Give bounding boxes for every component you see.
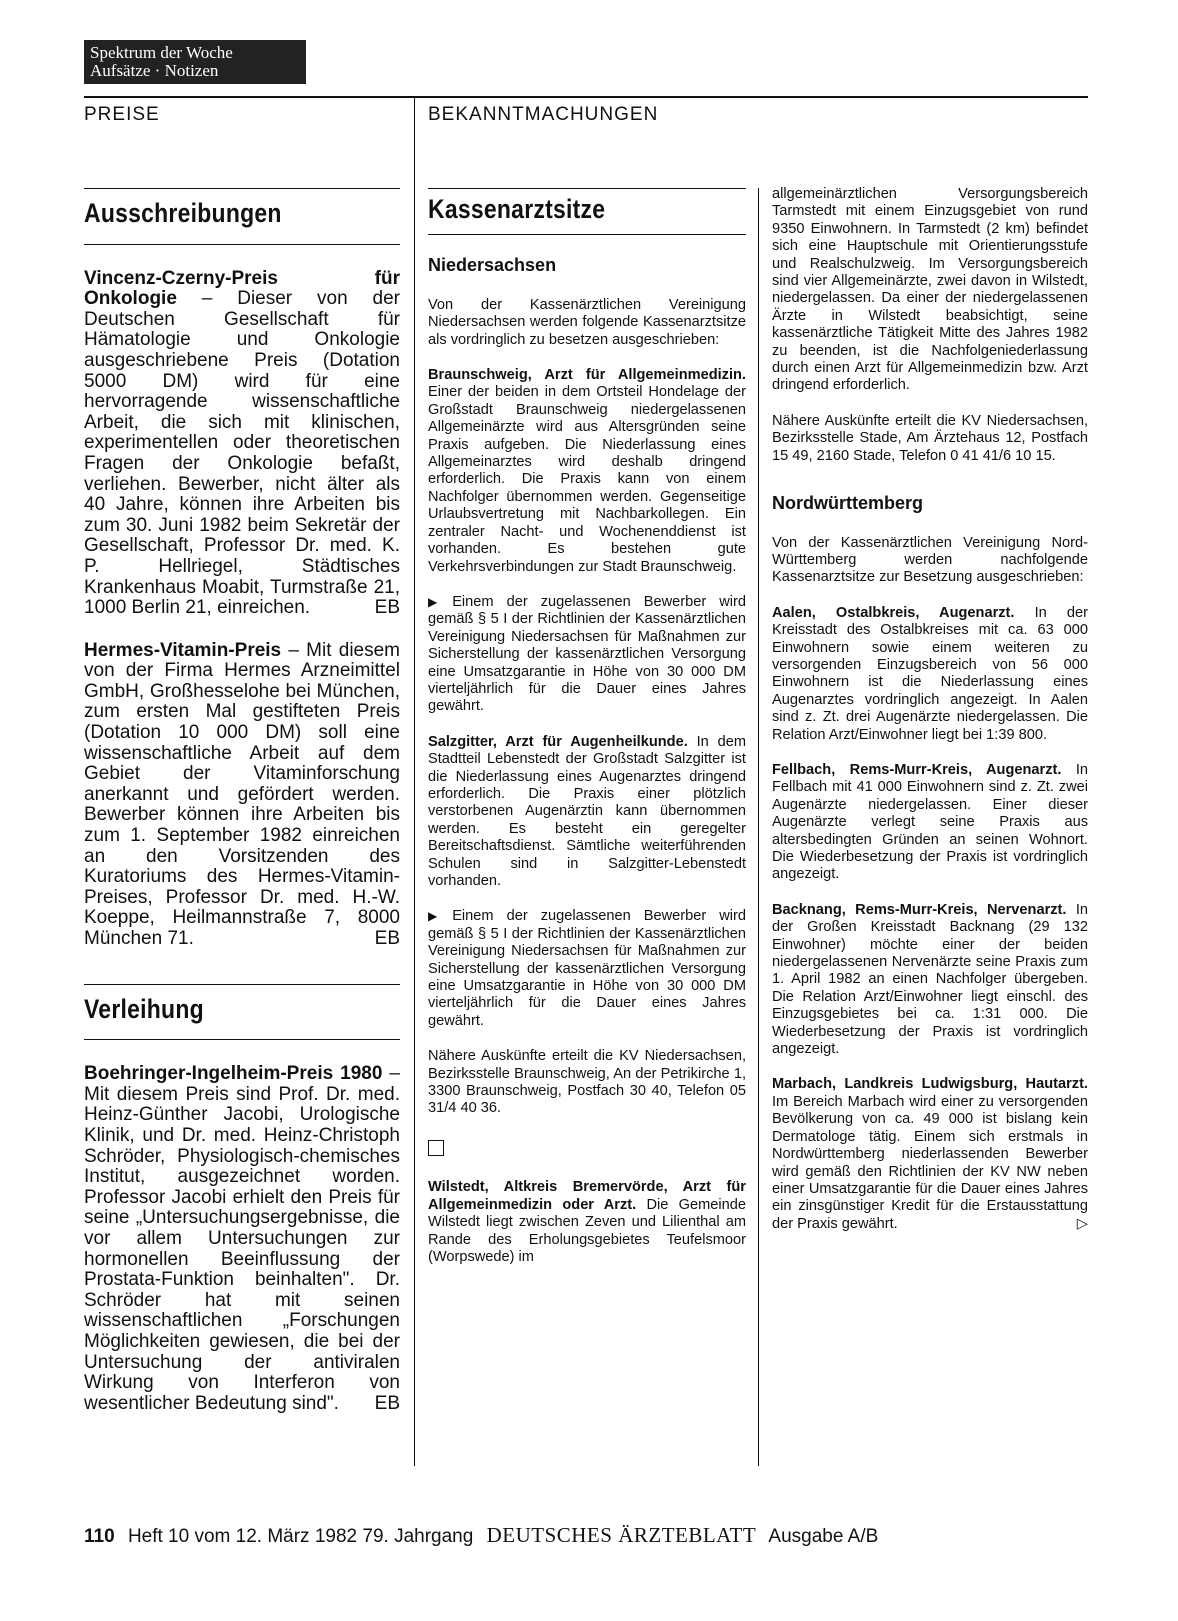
listing-backnang — [772, 902, 1088, 1059]
masthead — [84, 40, 306, 84]
continued-arrow-icon: ▷ — [1076, 1215, 1088, 1232]
magazine-name: DEUTSCHES ÄRZTEBLATT — [486, 1523, 757, 1547]
listing-braunschweig — [428, 367, 746, 576]
article-body: – Dieser von der Deutschen Gesellschaft für Hämatologie und Onkologie ausgeschriebene Preis (Dotation 5000 DM) wird für eine hervorragende wissenschaftliche Arbeit, die sich mit klinischen, experimentellen oder theoretischen Fragen der Onkologie befaßt, verliehen. Bewerber, nicht älter als 40 Jahre, können ihre Arbeiten bis zum 30. Juni 1982 beim Sekretär der Gesellschaft, Professor Dr. med. K. P. Hellriegel, Städtisches Krankenhaus Moabit, Turmstraße 21, 1000 Berlin 21, einreichen. — [84, 288, 400, 619]
listing-lead: Fellbach, Rems-Murr-Kreis, Augenarzt. — [772, 761, 1062, 778]
intro-paragraph: Von der Kassenärztlichen Vereinigung Nord-Württemberg werden nachfolgende Kassenarztsitze zur Besetzung ausgeschrieben: — [772, 534, 1088, 586]
article-lead: Hermes-Vitamin-Preis — [84, 639, 282, 661]
article-boehringer-preis — [84, 1064, 400, 1414]
edition: Ausgabe A/B — [768, 1526, 879, 1547]
listing-body: In Fellbach mit 41 000 Einwohnern sind z. Zt. zwei Augenärzte niedergelassen. Einer dieser Augenärzte verlegt seine Praxis aus altersbedingten Gründen an seinen Wohnort. Die Wiederbesetzung der Praxis ist vordringlich angezeigt. — [772, 761, 1088, 883]
top-rule — [84, 96, 1088, 98]
signature: EB — [374, 597, 400, 619]
subhead-nordwuerttemberg: Nordwürttemberg — [772, 493, 924, 514]
article-hermes-preis — [84, 641, 400, 950]
masthead-line-2: Aufsätze · Notizen — [90, 61, 219, 80]
page-number: 110 — [84, 1526, 115, 1547]
section-label-preise: PREISE — [84, 104, 160, 125]
listing-lead: Salzgitter, Arzt für Augenheilkunde. — [428, 733, 688, 750]
article-czerny-preis — [84, 269, 400, 619]
listing-salzgitter — [428, 734, 746, 891]
title-rule — [84, 244, 400, 245]
triangle-right-icon: ▶ — [428, 594, 447, 609]
listing-body: In der Großen Kreisstadt Backnang (29 132 Einwohner) möchte einer der beiden niedergelassenen Nervenärzte seine Praxis zum 1. April 1982 an einen Nachfolger übergeben. Die Relation Arzt/Einwohner liegt einschl. des Einzugsgebietes bei ca. 1:31 000. Die Wiederbesetzung der Praxis ist vordringlich angezeigt. — [772, 901, 1088, 1058]
title-rule — [84, 1039, 400, 1040]
guarantee-text: Einem der zugelassenen Bewerber wird gemäß § 5 I der Richtlinien der Kassenärztlichen Vereinigung Niedersachsen für Maßnahmen zur Sicherstellung der kassenärztlichen Versorgung eine Umsatzgarantie in Höhe von 30 000 DM vierteljährlich für die Dauer eines Jahres gewährt. — [428, 593, 746, 715]
listing-body: Im Bereich Marbach wird einer zu versorgenden Bevölkerung von ca. 49 000 ist bislang kein Dermatologe tätig. Einem sich erstmals in Nordwürttemberg niederlassenden Bewerber wird gemäß den Richtlinien der KV NW neben einer Umsatzgarantie für die Dauer eines Jahres ein zinsgünstiger Kredit für die Erstausstattung der Praxis gewährt. — [772, 1093, 1088, 1232]
listing-lead: Wilstedt, Altkreis Bremervörde, Arzt für Allgemeinmedizin oder Arzt. — [428, 1179, 746, 1213]
listing-wilstedt-continued: allgemeinärztlichen Versorgungsbereich Tarmstedt mit einem Einzugsgebiet von rund 9350 Einwohnern. In Tarmstedt (2 km) befindet sich eine Hauptschule mit Orientierungsstufe und Realschulzweig. Im Versorgungsbereich sind vier Allgemeinärzte, zwei davon in Wilstedt, niedergelassen. Da einer der niedergelassenen Ärzte in Wilstedt beabsichtigt, seine kassenärztliche Tätigkeit Mitte des Jahres 1982 zu beenden, ist die Nachfolgeniederlassung durch einen Arzt für Allgemeinmedizin bzw. Arzt dringend erforderlich. — [772, 186, 1088, 394]
heading-kassenarztsitze: Kassenarztsitze — [428, 194, 606, 224]
title-rule — [428, 234, 746, 235]
page-footer — [84, 1523, 878, 1548]
section-label-bekanntmachungen: BEKANNTMACHUNGEN — [428, 104, 659, 125]
column-kassenarztsitze — [428, 188, 746, 1284]
listing-body: In dem Stadtteil Lebenstedt der Großstadt Salzgitter ist die Niederlassung eines Augenarztes dringend erforderlich. Die Praxis einer plötzlich verstorbenen Augenärztin kann übernommen werden. Es besteht ein geregelter Bereitschaftsdienst. Sämtliche weiterführenden Schulen sind in Salzgitter-Lebenstedt vorhanden. — [428, 733, 746, 889]
listing-wilstedt — [428, 1179, 746, 1266]
listing-marbach — [772, 1076, 1088, 1233]
title-rule — [428, 188, 746, 189]
column-divider-2 — [758, 188, 759, 1466]
signature: EB — [374, 928, 400, 949]
intro-paragraph: Von der Kassenärztlichen Vereinigung Niedersachsen werden folgende Kassenarztsitze als vordringlich zu besetzen ausgeschrieben: — [428, 296, 746, 348]
column-divider — [414, 96, 415, 1466]
guarantee-paragraph — [428, 908, 746, 1030]
column-kassenarztsitze-continued — [772, 186, 1088, 1251]
heading-ausschreibungen: Ausschreibungen — [84, 198, 282, 228]
listing-body: In der Kreisstadt des Ostalbkreises mit ca. 63 000 Einwohnern sowie einem weiteren zu versorgenden Einzugsbereich von 56 000 Einwohnern ist die Niederlassung eines Augenarztes vordringlich angezeigt. In Aalen sind z. Zt. drei Augenärzte niedergelassen. Die Relation Arzt/Einwohner liegt bei 1:39 800. — [772, 604, 1088, 743]
subhead-niedersachsen: Niedersachsen — [428, 255, 557, 276]
guarantee-text: Einem der zugelassenen Bewerber wird gemäß § 5 I der Richtlinien der Kassenärztlichen Vereinigung Niedersachsen für Maßnahmen zur Sicherstellung der kassenärztlichen Versorgung eine Umsatzgarantie in Höhe von 30 000 DM vierteljährlich für die Dauer eines Jahres gewährt. — [428, 908, 746, 1029]
triangle-right-icon: ▶ — [428, 909, 447, 924]
listing-aalen — [772, 605, 1088, 744]
masthead-line-1: Spektrum der Woche — [90, 43, 233, 62]
guarantee-paragraph — [428, 594, 746, 716]
listing-lead: Braunschweig, Arzt für Allgemeinmedizin. — [428, 367, 746, 384]
contact-info: Nähere Auskünfte erteilt die KV Niedersachsen, Bezirksstelle Stade, Am Ärztehaus 12, Postfach 15 49, 2160 Stade, Telefon 0 41 41/6 10 15. — [772, 412, 1088, 464]
signature: EB — [374, 1392, 400, 1414]
article-body: – Mit diesem von der Firma Hermes Arzneimittel GmbH, Großhesselohe bei München, zum ersten Mal gestifteten Preis (Dotation 10 000 DM) soll eine wissenschaftliche Arbeit auf dem Gebiet der Vitaminforschung anerkannt und gefördert werden. Bewerber können ihre Arbeiten bis zum 1. September 1982 einreichen an den Vorsitzenden des Kuratoriums des Hermes-Vitamin-Preises, Professor Dr. med. H.-W. Koeppe, Heilmannstraße 7, 8000 München 71. — [84, 639, 400, 949]
listing-fellbach — [772, 762, 1088, 884]
title-rule — [84, 188, 400, 189]
listing-lead: Backnang, Rems-Murr-Kreis, Nervenarzt. — [772, 901, 1067, 918]
listing-body: Die Gemeinde Wilstedt liegt zwischen Zeven und Lilienthal am Rande des Erholungsgebietes Teufelsmoor (Worpswede) im — [428, 1196, 746, 1265]
title-rule — [84, 984, 400, 985]
article-lead: Boehringer-Ingelheim-Preis 1980 — [84, 1063, 383, 1085]
column-preise — [84, 188, 400, 1436]
article-body: – Mit diesem Preis sind Prof. Dr. med. Heinz-Günther Jacobi, Urologische Klinik, und Dr. med. Heinz-Christoph Schröder, Physiologisch-chemisches Institut, ausgezeichnet worden. Professor Jacobi erhielt den Preis für seine „Untersuchungsergebnisse, die vor allem Untersuchungen zur hormonellen Beeinflussung der Prostata-Funktion beinhalten". Dr. Schröder hat mit seinen wissenschaftlichen „Forschungen Möglichkeiten gewiesen, die bei der Untersuchung der antiviralen Wirkung von Interferon von wesentlicher Bedeutung sind". — [84, 1063, 400, 1414]
issue-info: Heft 10 vom 12. März 1982 79. Jahrgang — [127, 1526, 474, 1547]
heading-verleihung: Verleihung — [84, 993, 204, 1024]
listing-lead: Aalen, Ostalbkreis, Augenarzt. — [772, 604, 1015, 621]
article-lead: Vincenz-Czerny-Preis für Onkologie — [84, 267, 400, 310]
listing-body: Einer der beiden in dem Ortsteil Hondelage der Großstadt Braunschweig niedergelassenen Allgemeinärzte wird aus Altersgründen seine Praxis aufgeben. Die Niederlassung eines Allgemeinarztes wird deshalb dringend erforderlich. Die Praxis kann von einem Nachfolger übernommen werden. Gegenseitige Urlaubsvertretung mit Nachbarkollegen. Ein zentraler Nacht- und Wochenenddienst ist vorhanden. Es bestehen gute Verkehrsverbindungen zur Stadt Braunschweig. — [428, 384, 746, 575]
end-mark-square-icon — [428, 1140, 444, 1156]
listing-lead: Marbach, Landkreis Ludwigsburg, Hautarzt. — [772, 1076, 1088, 1093]
contact-info: Nähere Auskünfte erteilt die KV Niedersachsen, Bezirksstelle Braunschweig, An der Petrikirche 1, 3300 Braunschweig, Postfach 30 40, Telefon 05 31/4 40 36. — [428, 1048, 746, 1117]
